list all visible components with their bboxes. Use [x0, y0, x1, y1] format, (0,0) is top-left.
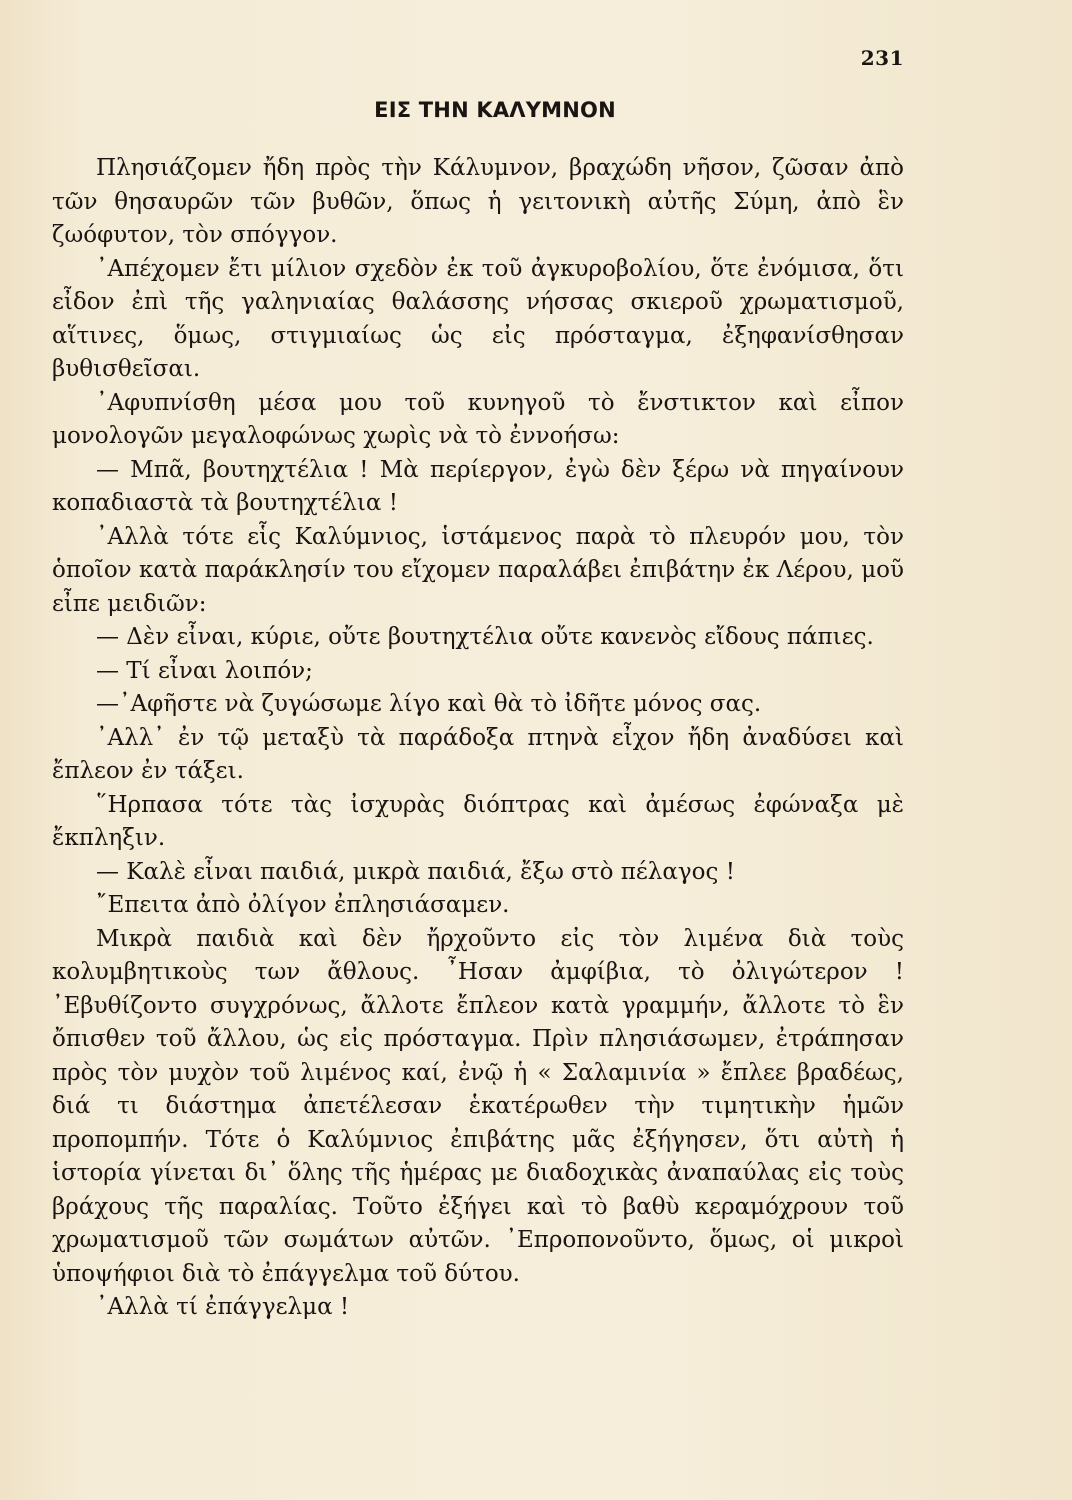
- paragraph: ᾿Αφυπνίσθη μέσα μου τοῦ κυνηγοῦ τὸ ἔνστικτον καὶ εἶπον μονολογῶν μεγαλοφώνως χωρὶς νὰ τὸ ἐννοήσω:: [52, 389, 904, 449]
- dialogue-line: — Δὲν εἶναι, κύριε, οὔτε βουτηχτέλια οὔτε κανενὸς εἴδους πάπιες.: [96, 624, 874, 650]
- dialogue-line: — Μπᾶ, βουτηχτέλια ! Μὰ περίεργον, ἐγὼ δὲν ξέρω νὰ πηγαίνουν κοπαδιαστὰ τὰ βουτηχτέλια !: [52, 456, 904, 516]
- dialogue-line: — Τί εἶναι λοιπόν;: [96, 657, 313, 684]
- paragraph: ᾿Απέχομεν ἔτι μίλιον σχεδὸν ἐκ τοῦ ἀγκυροβολίου, ὅτε ἐνόμισα, ὅτι εἶδον ἐπὶ τῆς γαληνιαίας θαλάσσης νήσσας σκιεροῦ χρωματισμοῦ, αἵτινες, ὅμως, στιγμιαίως ὡς εἰς πρόσταγμα, ἐξηφανίσθησαν βυθισθεῖσαι.: [52, 255, 904, 382]
- paragraph: ᾿Αλλὰ τότε εἷς Καλύμνιος, ἱστάμενος παρὰ τὸ πλευρόν μου, τὸν ὁποῖον κατὰ παράκλησίν του εἴχομεν παραλάβει ἐπιβάτην ἐκ Λέρου, μοῦ εἶπε μειδιῶν:: [52, 523, 904, 617]
- paragraph: ᾿Αλλὰ τί ἐπάγγελμα !: [96, 1294, 350, 1320]
- paragraph: Μικρὰ παιδιὰ καὶ δὲν ἤρχοῦντο εἰς τὸν λιμένα διὰ τοὺς κολυμβητικοὺς των ἄθλους. ῏Ησαν ἀμφίβια, τὸ ὀλιγώτερον ! ᾿Εβυθίζοντο συγχρόνως, ἄλλοτε ἔπλεον κατὰ γραμμήν, ἄλλοτε τὸ ἓν ὄπισθεν τοῦ ἄλλου, ὡς εἰς πρόσταγμα. Πρὶν πλησιάσωμεν, ἐτράπησαν πρὸς τὸν μυχὸν τοῦ λιμένος καί, ἐνῷ ἡ « Σαλαμινία » ἔπλεε βραδέως, διά τι διάστημα ἀπετέλεσαν ἑκατέρωθεν τὴν τιμητικὴν ἡμῶν προπομπήν. Τότε ὁ Καλύμνιος ἐπιβάτης μᾶς ἐξήγησεν, ὅτι αὐτὴ ἡ ἱστορία γίνεται δι᾿ ὅλης τῆς ἡμέρας με διαδοχικὰς ἀναπαύλας εἰς τοὺς βράχους τῆς παραλίας. Τοῦτο ἐξήγει καὶ τὸ βαθὺ κεραμόχρουν τοῦ χρωματισμοῦ τῶν σωμάτων αὐτῶν. ᾿Επροπονοῦντο, ὅμως, οἱ μικροὶ ὑποψήφιοι διὰ τὸ ἐπάγγελμα τοῦ δύτου.: [52, 925, 904, 1287]
- paragraph: Πλησιάζομεν ἤδη πρὸς τὴν Κάλυμνον, βραχώδη νῆσον, ζῶσαν ἀπὸ τῶν θησαυρῶν τῶν βυθῶν, ὅπως ἡ γειτονικὴ αὐτῆς Σύμη, ἀπὸ ἓν ζωόφυτον, τὸν σπόγγον.: [52, 155, 904, 248]
- page-number: 231: [860, 46, 904, 70]
- paragraph: ῎Επειτα ἀπὸ ὀλίγον ἐπλησιάσαμεν.: [96, 892, 510, 918]
- dialogue-line: — Καλὲ εἶναι παιδιά, μικρὰ παιδιά, ἔξω στὸ πέλαγος !: [96, 858, 735, 885]
- dialogue-line: —᾿Αφῆστε νὰ ζυγώσωμε λίγο καὶ θὰ τὸ ἰδῆτε μόνος σας.: [96, 691, 762, 717]
- paragraph: ῞Ηρπασα τότε τὰς ἰσχυρὰς διόπτρας καὶ ἀμέσως ἐφώναξα μὲ ἔκπληξιν.: [52, 791, 904, 851]
- paragraph: ᾿Αλλ᾿ ἐν τῷ μεταξὺ τὰ παράδοξα πτηνὰ εἶχον ἤδη ἀναδύσει καὶ ἔπλεον ἐν τάξει.: [52, 724, 904, 784]
- chapter-title: ΕΙΣ ΤΗΝ ΚΑΛΥΜΝΟΝ: [374, 98, 616, 122]
- body-text: [52, 152, 904, 1325]
